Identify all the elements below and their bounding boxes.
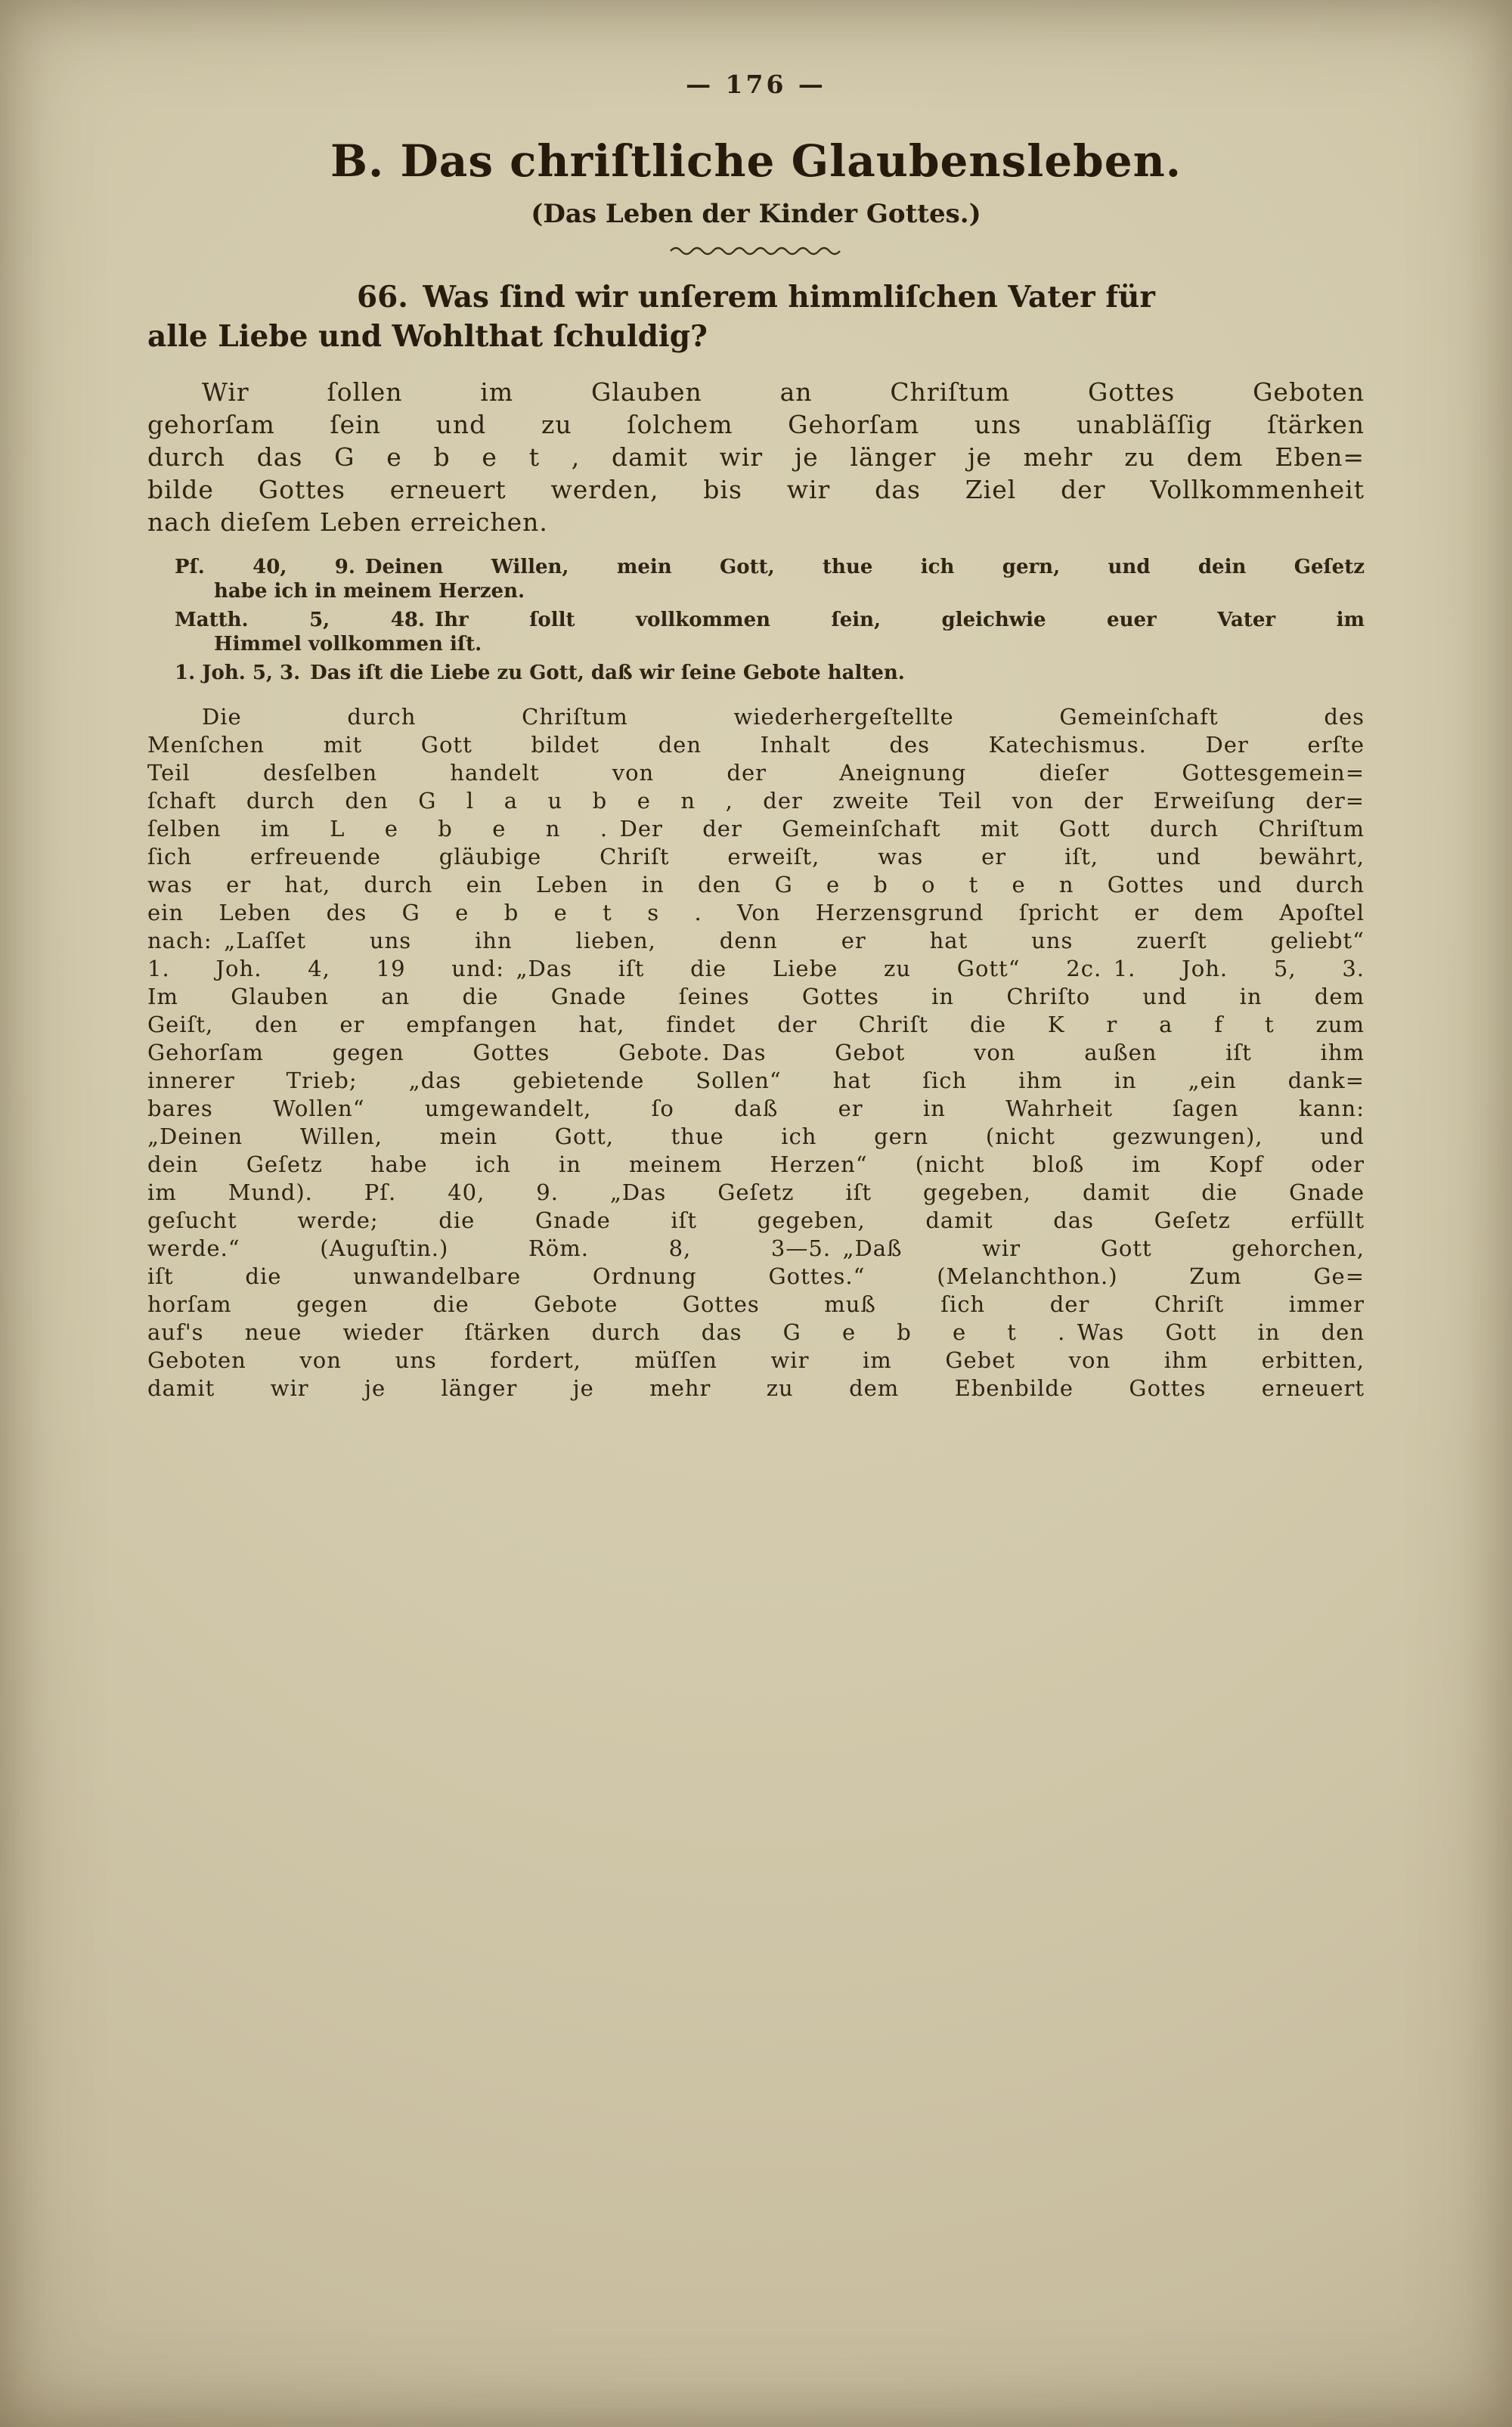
text-line: nach: „Laſſet uns ihn lieben, denn er hat uns zuerſt geliebt“: [147, 928, 1365, 953]
page-number: — 176 —: [686, 70, 826, 99]
text-line: 1. Joh. 5, 3. Das iſt die Liebe zu Gott, daß wir ſeine Gebote halten.: [175, 662, 905, 684]
text-line: „Deinen Willen, mein Gott, thue ich gern (nicht gezwungen), und: [147, 1124, 1365, 1149]
text-line: Im Glauben an die Gnade ſeines Gottes in Chriſto und in dem: [147, 984, 1365, 1009]
text-line: durch das G e b e t , damit wir je länger je mehr zu dem Eben=: [147, 442, 1365, 472]
text-line: 66. Was ſind wir unſerem himmliſchen Vater für: [357, 280, 1155, 315]
answer-paragraph: [147, 376, 1365, 538]
squiggle-divider-icon: [665, 244, 847, 258]
text-line: ſelben im L e b e n . Der der Gemeinſchaft mit Gott durch Chriſtum: [147, 816, 1365, 842]
text-line: Teil desſelben handelt von der Aneignung dieſer Gottesgemein=: [147, 760, 1365, 786]
text-line: im Mund). Pſ. 40, 9. „Das Geſetz iſt gegeben, damit die Gnade: [147, 1179, 1365, 1205]
text-line: bares Wollen“ umgewandelt, ſo daß er in Wahrheit ſagen kann:: [147, 1096, 1365, 1121]
scripture-entry: [147, 661, 1365, 685]
text-line: Matth. 5, 48. Ihr ſollt vollkommen ſein, gleichwie euer Vater im: [175, 609, 1365, 631]
text-line: innerer Trieb; „das gebietende Sollen“ hat ſich ihm in „ein dank=: [147, 1068, 1365, 1093]
text-line: nach dieſem Leben erreichen.: [147, 507, 548, 537]
text-line: iſt die unwandelbare Ordnung Gottes.“ (Melanchthon.) Zum Ge=: [147, 1263, 1365, 1289]
text-line: Geboten von uns fordert, müſſen wir im Gebet von ihm erbitten,: [147, 1347, 1365, 1373]
text-line: ein Leben des G e b e t s . Von Herzensgrund ſpricht er dem Apoſtel: [147, 900, 1365, 925]
text-line: gehorſam ſein und zu ſolchem Gehorſam uns unabläſſig ſtärken: [147, 410, 1365, 439]
text-line: werde.“ (Auguſtin.) Röm. 8, 3—5. „Daß wir Gott gehorchen,: [147, 1235, 1365, 1261]
question-heading: [147, 277, 1365, 356]
commentary-paragraph: [147, 703, 1365, 1403]
text-line: Geiſt, den er empfangen hat, findet der Chriſt die K r a f t zum: [147, 1012, 1365, 1037]
text-line: Himmel vollkommen iſt.: [214, 633, 482, 656]
text-line: bilde Gottes erneuert werden, bis wir das Ziel der Vollkommenheit: [147, 475, 1365, 504]
text-line: horſam gegen die Gebote Gottes muß ſich der Chriſt immer: [147, 1291, 1365, 1317]
chapter-subheading: (Das Leben der Kinder Gottes.): [531, 199, 981, 229]
text-line: geſucht werde; die Gnade iſt gegeben, damit das Geſetz erfüllt: [147, 1207, 1365, 1233]
text-line: alle Liebe und Wohlthat ſchuldig?: [147, 319, 708, 354]
text-line: auf's neue wieder ſtärken durch das G e b e t . Was Gott in den: [147, 1319, 1365, 1345]
scripture-quotes: [147, 555, 1365, 685]
text-line: Wir ſollen im Glauben an Chriſtum Gottes Geboten: [202, 377, 1365, 407]
text-line: dein Geſetz habe ich in meinem Herzen“ (nicht bloß im Kopf oder: [147, 1152, 1365, 1177]
chapter-heading: B. Das chriſtliche Glaubensleben.: [330, 135, 1182, 187]
text-line: ſich erfreuende gläubige Chriſt erweiſt, was er iſt, und bewährt,: [147, 844, 1365, 869]
text-line: habe ich in meinem Herzen.: [214, 580, 525, 603]
text-line: 1. Joh. 4, 19 und: „Das iſt die Liebe zu Gott“ 2c. 1. Joh. 5, 3.: [147, 956, 1365, 981]
text-line: was er hat, durch ein Leben in den G e b o t e n Gottes und durch: [147, 872, 1365, 897]
scripture-entry: [147, 608, 1365, 656]
text-line: Pſ. 40, 9. Deinen Willen, mein Gott, thue ich gern, und dein Geſetz: [175, 556, 1365, 578]
scripture-entry: [147, 555, 1365, 603]
text-line: Gehorſam gegen Gottes Gebote. Das Gebot von außen iſt ihm: [147, 1040, 1365, 1065]
text-line: Menſchen mit Gott bildet den Inhalt des Katechismus. Der erſte: [147, 732, 1365, 758]
text-line: Die durch Chriſtum wiederhergeſtellte Gemeinſchaft des: [202, 704, 1365, 730]
text-line: damit wir je länger je mehr zu dem Ebenbilde Gottes erneuert: [147, 1375, 1365, 1401]
text-line: ſchaft durch den G l a u b e n , der zweite Teil von der Erweiſung der=: [147, 788, 1365, 814]
